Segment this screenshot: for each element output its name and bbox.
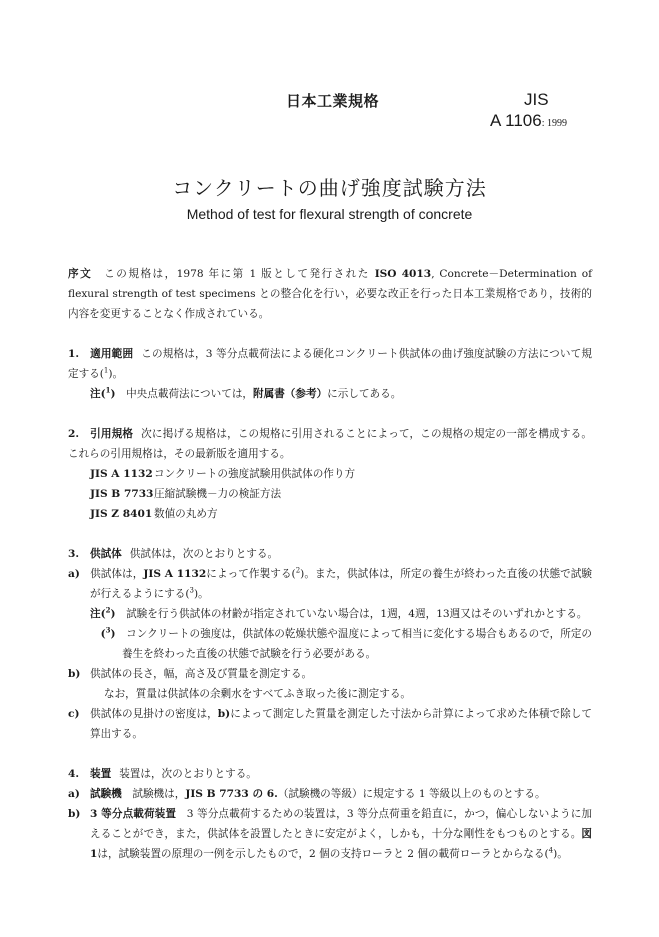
reference-code: JIS Z 8401 (90, 508, 153, 520)
section-title: 適用範囲 (90, 348, 134, 360)
preface-label: 序文 (68, 268, 93, 280)
section-4-apparatus: 4. 装置 装置は，次のとおりとする。 (68, 764, 592, 784)
section-number: 4. (68, 768, 80, 780)
section-2-normative-references: 2. 引用規格 次に掲げる規格は，この規格に引用されることによって，この規格の規定の一部を構成する。これらの引用規格は，その最新版を適用する。 (68, 424, 592, 464)
section-title: 供試体 (90, 548, 122, 560)
item-c: c) 供試体の見掛けの密度は，b)によって測定した質量を測定した寸法から計算によって求めた体積で除して算出する。 (68, 708, 593, 740)
item-b: b) 供試体の長さ，幅，高さ及び質量を測定する。 (68, 668, 313, 680)
item-b: b) 3 等分点載荷装置 3 等分点載荷するための装置は，3 等分点荷重を鉛直に，かつ，偏心しないように加えることができ，また，供試体を設置したときに安定がよく，しかも，十分な剛性をもつものとする。図 1は，試験装置の原理の一例を示したもので，2 個の支持ローラと 2 個の載荷ローラとからなる($^4$)。 (68, 808, 592, 860)
reference-title: コンクリートの強度試験用供試体の作り方 (154, 468, 356, 480)
section-title: 装置 (90, 768, 112, 780)
note-1: 注($^1$) 中央点載荷法については，附属書（参考）に示してある。 (90, 385, 402, 400)
reference-title: 数値の丸め方 (154, 508, 218, 520)
document-body (68, 264, 592, 864)
reference-title: 圧縮試験機－力の検証方法 (154, 488, 282, 500)
document-title-japanese: コンクリートの曲げ強度試験方法 (172, 176, 487, 200)
iso-reference: ISO 4013 (374, 268, 432, 280)
note-2: 注($^2$) 試験を行う供試体の材齢が指定されていない場合は，1週，4週，13週又はそのいずれかとする。 (90, 605, 588, 620)
section-3-specimens: 3. 供試体 供試体は，次のとおりとする。 (68, 544, 592, 564)
reference-code: JIS A 1132 (90, 468, 153, 480)
section-number: 2. (68, 428, 80, 440)
document-title-english: Method of test for flexural strength of concrete (186, 206, 473, 222)
jis-label: JIS (524, 90, 549, 109)
item-b-note: なお，質量は供試体の余剰水をすべてふき取った後に測定する。 (104, 688, 412, 700)
note-3: ($^3$) コンクリートの強度は，供試体の乾燥状態や温度によって相当に変化する場合もあるので，所定の養生を終わった直後の状態で試験を行う必要がある。 (100, 625, 593, 660)
item-a: a) 供試体は，JIS A 1132によって作製する($^2$)。また，供試体は，所定の養生が終わった直後の状態で試験が行えるようにする($^3$)。 (68, 566, 593, 600)
reference-item (68, 464, 592, 484)
section-1-scope: 1. 適用範囲 この規格は，3 等分点載荷法による硬化コンクリート供試体の曲げ強度試験の方法について規定する($^1$)。 (68, 344, 592, 384)
item-a: a) 試験機 試験機は，JIS B 7733 の 6.（試験機の等級）に規定する 1 等級以上のものとする。 (68, 788, 546, 800)
section-number: 1. (68, 348, 80, 360)
preface: 序文 この規格は，1978 年に第 1 版として発行された ISO 4013, Concrete－Determination of flexural strength of test specimens との整合化を行い，必要な改正を行った日本工業規格であり，技術的内容を変更することなく作成されている。 (68, 268, 593, 320)
section-title: 引用規格 (90, 428, 134, 440)
reference-item (68, 504, 592, 524)
section-number: 3. (68, 548, 80, 560)
reference-code: JIS B 7733 (90, 488, 154, 500)
standard-code: A 1106 (490, 111, 542, 130)
standard-year: : 1999 (541, 118, 567, 129)
reference-item (68, 484, 592, 504)
standard-number (490, 111, 567, 131)
standard-name: 日本工業規格 (286, 92, 380, 110)
